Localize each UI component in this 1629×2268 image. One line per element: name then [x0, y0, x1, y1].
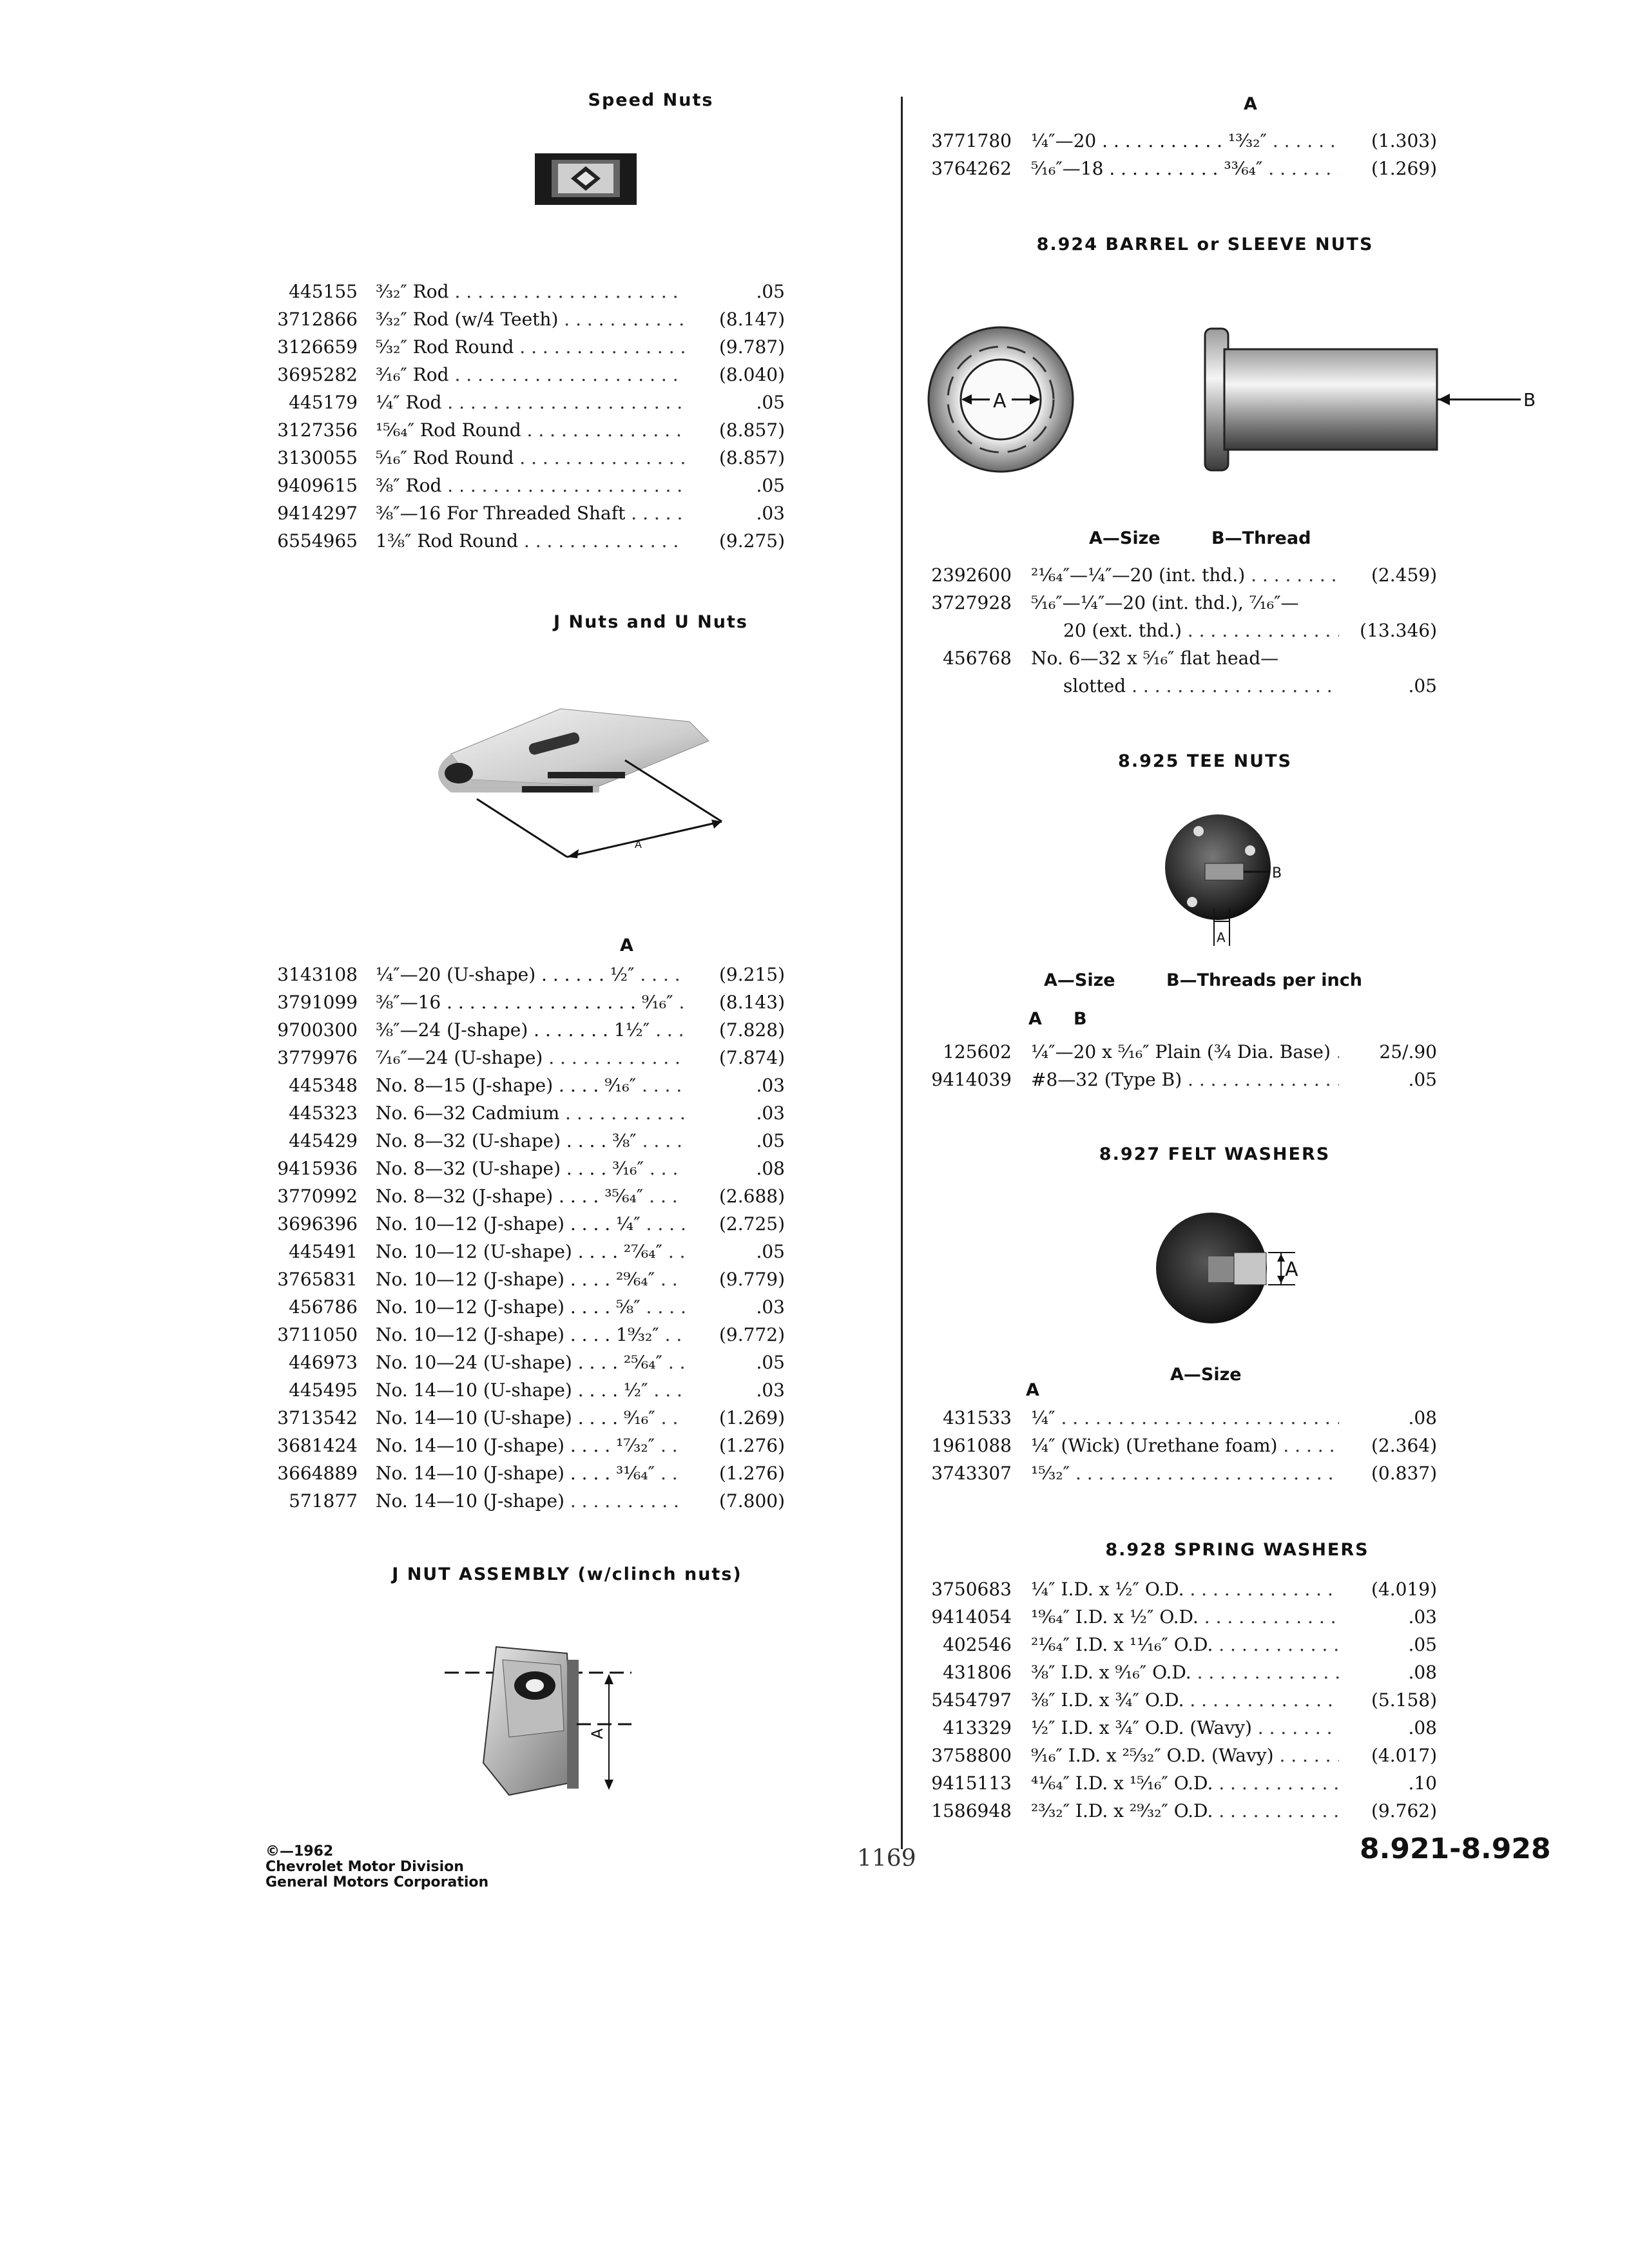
part-price: .03: [756, 1296, 785, 1318]
part-number: 3664889: [277, 1463, 358, 1484]
table-row: [902, 1576, 1443, 1604]
page-number: 1169: [857, 1845, 916, 1872]
part-description: ⁹⁄₁₆″ I.D. x ²⁵⁄₃₂″ O.D. (Wavy) . . .: [1031, 1745, 1339, 1766]
top-table: [902, 128, 1443, 183]
part-price: (2.688): [718, 1186, 785, 1207]
table-row: [902, 562, 1443, 590]
part-price: (1.276): [718, 1435, 785, 1456]
table-row: [251, 1266, 793, 1294]
part-number: 2392600: [931, 564, 1012, 586]
part-number: 3779976: [277, 1047, 358, 1068]
part-description: ⁷⁄₁₆″—24 (U-shape) . . .: [376, 1047, 685, 1068]
part-description: ¼″ Rod . . .: [376, 392, 685, 413]
part-description: ½″ I.D. x ¾″ O.D. (Wavy) . . .: [1031, 1717, 1339, 1738]
barrel-column-b: B—Thread: [1211, 528, 1311, 548]
part-number: 3143108: [277, 964, 358, 985]
table-row: [902, 1715, 1443, 1742]
part-price: (1.276): [718, 1463, 785, 1484]
part-number: 3126659: [277, 336, 358, 358]
part-price: (8.147): [718, 309, 785, 330]
felt-washer-label-a: A: [1285, 1258, 1298, 1281]
table-row: [251, 1432, 793, 1460]
tee-column-b: B—Threads per inch: [1166, 970, 1362, 990]
copyright-line: General Motors Corporation: [265, 1874, 489, 1890]
part-number: 3681424: [277, 1435, 358, 1456]
tee-nut-figure: [1153, 805, 1295, 956]
part-number: 3711050: [277, 1324, 358, 1345]
part-description: No. 8—15 (J-shape) . . . . ⁹⁄₁₆″ . . .: [376, 1075, 685, 1096]
part-number: 445179: [289, 392, 358, 413]
copyright-block: [265, 1844, 488, 1890]
barrel-nuts-heading: 8.924 BARREL or SLEEVE NUTS: [1036, 235, 1374, 255]
table-row: [251, 472, 793, 500]
part-price: (7.828): [718, 1019, 785, 1041]
part-number: 3727928: [931, 592, 1012, 613]
tee-table: [902, 1039, 1443, 1094]
table-row: [902, 1039, 1443, 1066]
part-description: ⁵⁄₁₆″—18 . . . . . . . . . . ³³⁄₆₄″ . . .: [1031, 158, 1339, 179]
part-number: 9700300: [277, 1019, 358, 1041]
tee-nuts-heading: 8.925 TEE NUTS: [1118, 751, 1292, 771]
table-row: [902, 673, 1443, 700]
part-description: No. 10—24 (U-shape) . . . . ²⁵⁄₆₄″ . . .: [376, 1352, 685, 1373]
part-number: 3770992: [277, 1186, 358, 1207]
part-price: .05: [756, 281, 785, 302]
part-price: (7.874): [718, 1047, 785, 1068]
part-price: (2.459): [1371, 564, 1437, 586]
part-description: No. 6—32 x ⁵⁄₁₆″ flat head—: [1031, 648, 1279, 669]
table-row: [251, 1377, 793, 1405]
j-nut-assembly-figure-label-a: A: [588, 1728, 606, 1739]
part-description: No. 14—10 (U-shape) . . . . ½″ . . .: [376, 1379, 685, 1401]
part-description: ⁵⁄₃₂″ Rod Round . . .: [376, 336, 685, 358]
part-number: 3127356: [277, 419, 358, 441]
j-nut-assembly-heading: J NUT ASSEMBLY (w/clinch nuts): [392, 1564, 742, 1584]
part-price: (1.303): [1371, 130, 1437, 151]
table-row: [902, 1687, 1443, 1715]
part-description: ¼″—20 . . . . . . . . . . . ¹³⁄₃₂″ . . .: [1031, 130, 1339, 151]
part-price: .08: [1408, 1407, 1437, 1428]
part-description: #8—32 (Type B) . . .: [1031, 1069, 1339, 1090]
section-range: 8.921-8.928: [1360, 1832, 1551, 1865]
barrel-side-label-b: B: [1523, 389, 1536, 410]
part-number: 9415936: [277, 1158, 358, 1179]
table-row: [251, 306, 793, 334]
part-description: ⅜″—24 (J-shape) . . . . . . . 1½″ . . .: [376, 1019, 685, 1041]
part-number: 5454797: [931, 1689, 1012, 1711]
table-row: [251, 1405, 793, 1432]
part-description: No. 14—10 (J-shape) . . .: [376, 1490, 685, 1512]
part-number: 3764262: [931, 158, 1012, 179]
part-description: 1⅜″ Rod Round . . .: [376, 530, 685, 552]
part-description: ²¹⁄₆₄″—¼″—20 (int. thd.) . . .: [1031, 564, 1339, 586]
part-price: .08: [756, 1158, 785, 1179]
part-price: .08: [1408, 1717, 1437, 1738]
part-number: 9414054: [931, 1606, 1012, 1628]
part-price: .05: [756, 392, 785, 413]
part-price: (2.364): [1371, 1435, 1437, 1456]
part-price: .03: [756, 503, 785, 524]
table-row: [902, 1405, 1443, 1432]
tee-column-a: A—Size: [1044, 970, 1115, 990]
part-number: 3771780: [931, 130, 1012, 151]
table-row: [902, 645, 1443, 673]
part-price: .05: [756, 1241, 785, 1262]
part-price: (8.040): [718, 364, 785, 385]
part-price: .05: [756, 1130, 785, 1151]
part-number: 571877: [289, 1490, 358, 1512]
part-description: slotted . . .: [1063, 675, 1339, 697]
part-price: (4.017): [1371, 1745, 1437, 1766]
part-description: ⁵⁄₁₆″—¼″—20 (int. thd.), ⁷⁄₁₆″—: [1031, 592, 1299, 613]
part-number: 9409615: [277, 475, 358, 496]
table-row: [902, 617, 1443, 645]
part-description: No. 10—12 (J-shape) . . . . ⅝″ . . .: [376, 1296, 685, 1318]
part-number: 3791099: [277, 992, 358, 1013]
part-description: ¹⁵⁄₃₂″ . . .: [1031, 1463, 1339, 1484]
table-row: [251, 528, 793, 555]
part-description: ⁴¹⁄₆₄″ I.D. x ¹⁵⁄₁₆″ O.D. . . .: [1031, 1773, 1339, 1794]
part-description: No. 14—10 (U-shape) . . . . ⁹⁄₁₆″ . . .: [376, 1407, 685, 1428]
part-price: (9.787): [718, 336, 785, 358]
table-row: [251, 1460, 793, 1488]
part-number: 6554965: [277, 530, 358, 552]
part-number: 445348: [289, 1075, 358, 1096]
part-description: ³⁄₃₂″ Rod . . .: [376, 281, 685, 302]
part-price: (4.019): [1371, 1579, 1437, 1600]
part-price: (7.800): [718, 1490, 785, 1512]
part-price: (5.158): [1371, 1689, 1437, 1711]
part-number: 3695282: [277, 364, 358, 385]
table-row: [251, 500, 793, 528]
spring-table: [902, 1576, 1443, 1825]
part-number: 3130055: [277, 447, 358, 468]
part-description: ¼″ I.D. x ½″ O.D. . . .: [1031, 1579, 1339, 1600]
speed-nuts-heading: Speed Nuts: [588, 90, 714, 110]
part-price: (0.837): [1371, 1463, 1437, 1484]
table-row: [251, 361, 793, 389]
part-number: 3696396: [277, 1213, 358, 1235]
part-price: .05: [1408, 1634, 1437, 1655]
part-number: 456768: [943, 648, 1012, 669]
table-row: [902, 1460, 1443, 1488]
part-price: (9.275): [718, 530, 785, 552]
part-price: (9.779): [718, 1269, 785, 1290]
part-price: .03: [756, 1379, 785, 1401]
table-row: [902, 1432, 1443, 1460]
part-price: (2.725): [718, 1213, 785, 1235]
tee-nut-label-a: A: [1217, 930, 1226, 945]
table-row: [902, 155, 1443, 183]
part-price: (1.269): [1371, 158, 1437, 179]
part-number: 445495: [289, 1379, 358, 1401]
table-row: [902, 1742, 1443, 1770]
part-description: No. 8—32 (U-shape) . . . . ⅜″ . . .: [376, 1130, 685, 1151]
part-description: No. 14—10 (J-shape) . . . . ³¹⁄₆₄″ . . .: [376, 1463, 685, 1484]
copyright-line: Chevrolet Motor Division: [265, 1859, 464, 1875]
part-number: 445429: [289, 1130, 358, 1151]
part-price: (9.772): [718, 1324, 785, 1345]
part-price: (8.857): [718, 447, 785, 468]
table-row: [251, 1155, 793, 1183]
part-price: .05: [1408, 675, 1437, 697]
part-number: 431533: [943, 1407, 1012, 1428]
part-description: No. 10—12 (U-shape) . . . . ²⁷⁄₆₄″ . . .: [376, 1241, 685, 1262]
part-number: 456786: [289, 1296, 358, 1318]
table-row: [902, 1066, 1443, 1094]
table-row: [251, 417, 793, 445]
part-number: 446973: [289, 1352, 358, 1373]
barrel-nut-side-figure: [1192, 322, 1540, 479]
part-description: ⅜″—16 . . . . . . . . . . . . . . . . . ⁹⁄₁₆″ . . .: [376, 992, 685, 1013]
part-price: (9.215): [718, 964, 785, 985]
part-description: ³⁄₁₆″ Rod . . .: [376, 364, 685, 385]
part-price: .05: [756, 475, 785, 496]
part-description: 20 (ext. thd.) . . .: [1063, 620, 1339, 641]
part-price: .08: [1408, 1662, 1437, 1683]
part-number: 3765831: [277, 1269, 358, 1290]
table-row: [251, 445, 793, 472]
table-row: [251, 1294, 793, 1321]
part-number: 9415113: [931, 1773, 1012, 1794]
part-number: 1586948: [931, 1800, 1012, 1821]
part-number: 3750683: [931, 1579, 1012, 1600]
part-price: (13.346): [1360, 620, 1437, 641]
part-price: .10: [1408, 1773, 1437, 1794]
table-row: [251, 1238, 793, 1266]
part-description: ³⁄₃₂″ Rod (w/4 Teeth) . . .: [376, 309, 685, 330]
table-row: [251, 1488, 793, 1515]
table-row: [251, 1321, 793, 1349]
part-description: ²³⁄₃₂″ I.D. x ²⁹⁄₃₂″ O.D. . . .: [1031, 1800, 1339, 1821]
table-row: [251, 1072, 793, 1100]
part-price: 25/.90: [1379, 1041, 1437, 1062]
felt-sub-a: A: [1026, 1380, 1039, 1400]
part-description: ⁵⁄₁₆″ Rod Round . . .: [376, 447, 685, 468]
table-row: [251, 961, 793, 989]
tee-sub-a: A: [1028, 1009, 1042, 1029]
table-row: [251, 1100, 793, 1128]
part-description: ¼″ (Wick) (Urethane foam) . . .: [1031, 1435, 1339, 1456]
part-number: 1961088: [931, 1435, 1012, 1456]
part-number: 402546: [943, 1634, 1012, 1655]
barrel-end-label-a: A: [993, 390, 1007, 412]
part-number: 431806: [943, 1662, 1012, 1683]
felt-column-a: A—Size: [1170, 1365, 1242, 1385]
part-price: .05: [1408, 1069, 1437, 1090]
barrel-column-a: A—Size: [1089, 528, 1161, 548]
part-price: .03: [1408, 1606, 1437, 1628]
copyright-line: ©—1962: [265, 1843, 334, 1860]
speed-nut-figure: [534, 152, 638, 209]
part-price: (9.762): [1371, 1800, 1437, 1821]
tee-sub-b: B: [1074, 1009, 1087, 1029]
part-description: ¼″ . . .: [1031, 1407, 1339, 1428]
part-number: 3713542: [277, 1407, 358, 1428]
part-number: 445155: [289, 281, 358, 302]
barrel-nut-end-figure: [920, 322, 1081, 479]
speed-nuts-table: [251, 278, 793, 555]
table-row: [251, 1349, 793, 1377]
part-number: 3712866: [277, 309, 358, 330]
part-number: 3758800: [931, 1745, 1012, 1766]
top-column-a: A: [1244, 94, 1257, 114]
table-row: [902, 1770, 1443, 1798]
part-description: ¼″—20 x ⁵⁄₁₆″ Plain (¾ Dia. Base) . . .: [1031, 1041, 1339, 1062]
part-description: No. 14—10 (J-shape) . . . . ¹⁷⁄₃₂″ . . .: [376, 1435, 685, 1456]
table-row: [902, 1659, 1443, 1687]
j-u-nuts-heading: J Nuts and U Nuts: [554, 612, 748, 632]
part-description: No. 10—12 (J-shape) . . . . 1⁹⁄₃₂″ . . .: [376, 1324, 685, 1345]
j-nut-figure-label-a: A: [635, 838, 642, 850]
table-row: [251, 278, 793, 306]
table-row: [251, 389, 793, 417]
part-price: .05: [756, 1352, 785, 1373]
table-row: [251, 989, 793, 1017]
part-description: ¹⁵⁄₆₄″ Rod Round . . .: [376, 419, 685, 441]
part-description: ⅜″ I.D. x ⁹⁄₁₆″ O.D. . . .: [1031, 1662, 1339, 1683]
part-description: No. 6—32 Cadmium . . .: [376, 1102, 685, 1124]
table-row: [902, 1798, 1443, 1825]
table-row: [902, 1631, 1443, 1659]
j-u-nuts-table: [251, 961, 793, 1515]
tee-nut-label-b: B: [1272, 865, 1282, 881]
part-price: (8.143): [718, 992, 785, 1013]
table-row: [251, 334, 793, 361]
part-number: 445491: [289, 1241, 358, 1262]
table-row: [251, 1128, 793, 1155]
part-price: (8.857): [718, 419, 785, 441]
part-number: 445323: [289, 1102, 358, 1124]
table-row: [251, 1044, 793, 1072]
part-number: 413329: [943, 1717, 1012, 1738]
barrel-table: [902, 562, 1443, 700]
table-row: [251, 1183, 793, 1211]
part-description: No. 8—32 (J-shape) . . . . ³⁵⁄₆₄″ . . .: [376, 1186, 685, 1207]
j-u-nuts-column-a: A: [620, 936, 633, 956]
part-description: ¹⁹⁄₆₄″ I.D. x ½″ O.D. . . .: [1031, 1606, 1339, 1628]
part-description: ⅜″ Rod . . .: [376, 475, 685, 496]
part-price: (1.269): [718, 1407, 785, 1428]
felt-washers-heading: 8.927 FELT WASHERS: [1099, 1144, 1331, 1164]
part-number: 3743307: [931, 1463, 1012, 1484]
felt-washer-figure: [1153, 1205, 1315, 1336]
part-price: .03: [756, 1075, 785, 1096]
part-description: ⅜″ I.D. x ¾″ O.D. . . .: [1031, 1689, 1339, 1711]
part-number: 9414297: [277, 503, 358, 524]
part-price: .03: [756, 1102, 785, 1124]
table-row: [251, 1211, 793, 1238]
part-number: 9414039: [931, 1069, 1012, 1090]
part-description: No. 10—12 (J-shape) . . . . ²⁹⁄₆₄″ . . .: [376, 1269, 685, 1290]
j-nut-assembly-figure: [438, 1634, 644, 1830]
part-description: ²¹⁄₆₄″ I.D. x ¹¹⁄₁₆″ O.D. . . .: [1031, 1634, 1339, 1655]
table-row: [902, 590, 1443, 617]
part-description: ⅜″—16 For Threaded Shaft . . .: [376, 503, 685, 524]
table-row: [251, 1017, 793, 1044]
spring-washers-heading: 8.928 SPRING WASHERS: [1105, 1540, 1369, 1560]
part-description: No. 10—12 (J-shape) . . . . ¼″ . . .: [376, 1213, 685, 1235]
felt-table: [902, 1405, 1443, 1488]
part-number: 125602: [943, 1041, 1012, 1062]
table-row: [902, 128, 1443, 155]
part-description: No. 8—32 (U-shape) . . . . ³⁄₁₆″ . . .: [376, 1158, 685, 1179]
part-description: ¼″—20 (U-shape) . . . . . . ½″ . . .: [376, 964, 685, 985]
j-nut-figure: [412, 683, 747, 879]
table-row: [902, 1604, 1443, 1631]
